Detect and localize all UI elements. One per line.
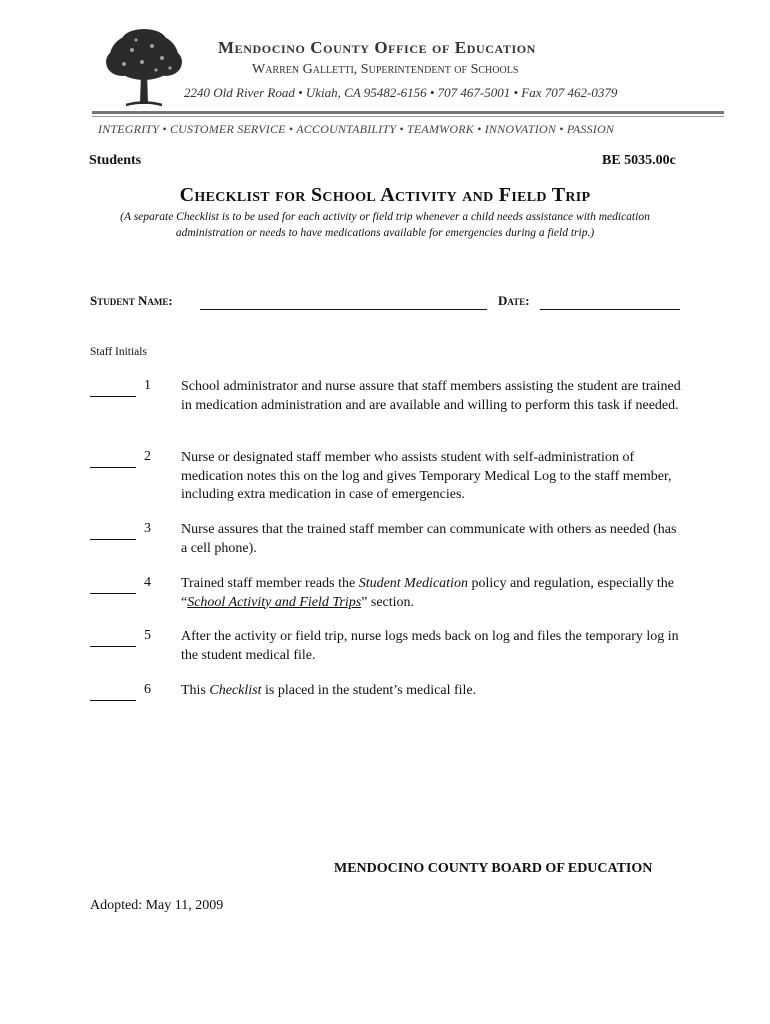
checklist-item-text: Trained staff member reads the Student Medication policy and regulation, especially the “School Activity and Field Trips” section. <box>181 576 674 610</box>
superintendent-line: Warren Galletti, Superintendent of Schools <box>252 62 519 77</box>
organization-name: Mendocino County Office of Education <box>218 38 536 57</box>
initials-blank-4[interactable] <box>90 593 136 594</box>
initials-blank-1[interactable] <box>90 396 136 397</box>
page-title: Checklist for School Activity and Field Trip <box>179 184 591 206</box>
staff-initials-label: Staff Initials <box>90 346 147 358</box>
document-code: BE 5035.00c <box>602 153 676 168</box>
item-number: 5 <box>144 628 151 643</box>
student-name-label: Student Name: <box>90 293 173 308</box>
initials-blank-2[interactable] <box>90 467 136 468</box>
checklist-item-text: Nurse or designated staff member who assists student with self-administration of medication notes this on the log and gives Temporary Medical Log to the staff member, including extra medication in case of emergencies. <box>181 450 672 502</box>
section-label: Students <box>89 153 142 168</box>
adopted-date: Adopted: May 11, 2009 <box>90 898 224 913</box>
address-line: 2240 Old River Road • Ukiah, CA 95482-6156 • 707 467-5001 • Fax 707 462-0379 <box>184 85 618 100</box>
checklist-item-text: This Checklist is placed in the student’s medical file. <box>181 683 477 698</box>
values-line: INTEGRITY • CUSTOMER SERVICE • ACCOUNTABILITY • TEAMWORK • INNOVATION • PASSION <box>98 122 615 136</box>
initials-blank-6[interactable] <box>90 700 136 701</box>
checklist-item-text: Nurse assures that the trained staff member can communicate with others as needed (has a cell phone). <box>181 522 677 556</box>
checklist-item-text: After the activity or field trip, nurse logs meds back on log and files the temporary log in the student medical file. <box>181 629 679 663</box>
item-number: 1 <box>144 378 151 393</box>
student-name-field[interactable] <box>200 309 487 310</box>
initials-blank-3[interactable] <box>90 539 136 540</box>
date-label: Date: <box>498 293 530 308</box>
letterhead-divider <box>92 111 724 114</box>
item-number: 2 <box>144 449 151 464</box>
board-signature: MENDOCINO COUNTY BOARD OF EDUCATION <box>334 861 653 876</box>
page-subtitle: (A separate Checklist is to be used for each activity or field trip whenever a child needs assistance with medication administration or needs to have medications available for emergencies during a field trip.) <box>120 211 650 239</box>
checklist-item-text: School administrator and nurse assure that staff members assisting the student are trained in medication administration and are available and willing to perform this task if needed. <box>181 379 681 413</box>
item-number: 6 <box>144 682 151 697</box>
letterhead-divider-thin <box>92 116 724 117</box>
date-field[interactable] <box>540 309 680 310</box>
item-number: 3 <box>144 521 151 536</box>
initials-blank-5[interactable] <box>90 646 136 647</box>
oak-tree-icon <box>104 28 184 110</box>
item-number: 4 <box>144 575 151 590</box>
